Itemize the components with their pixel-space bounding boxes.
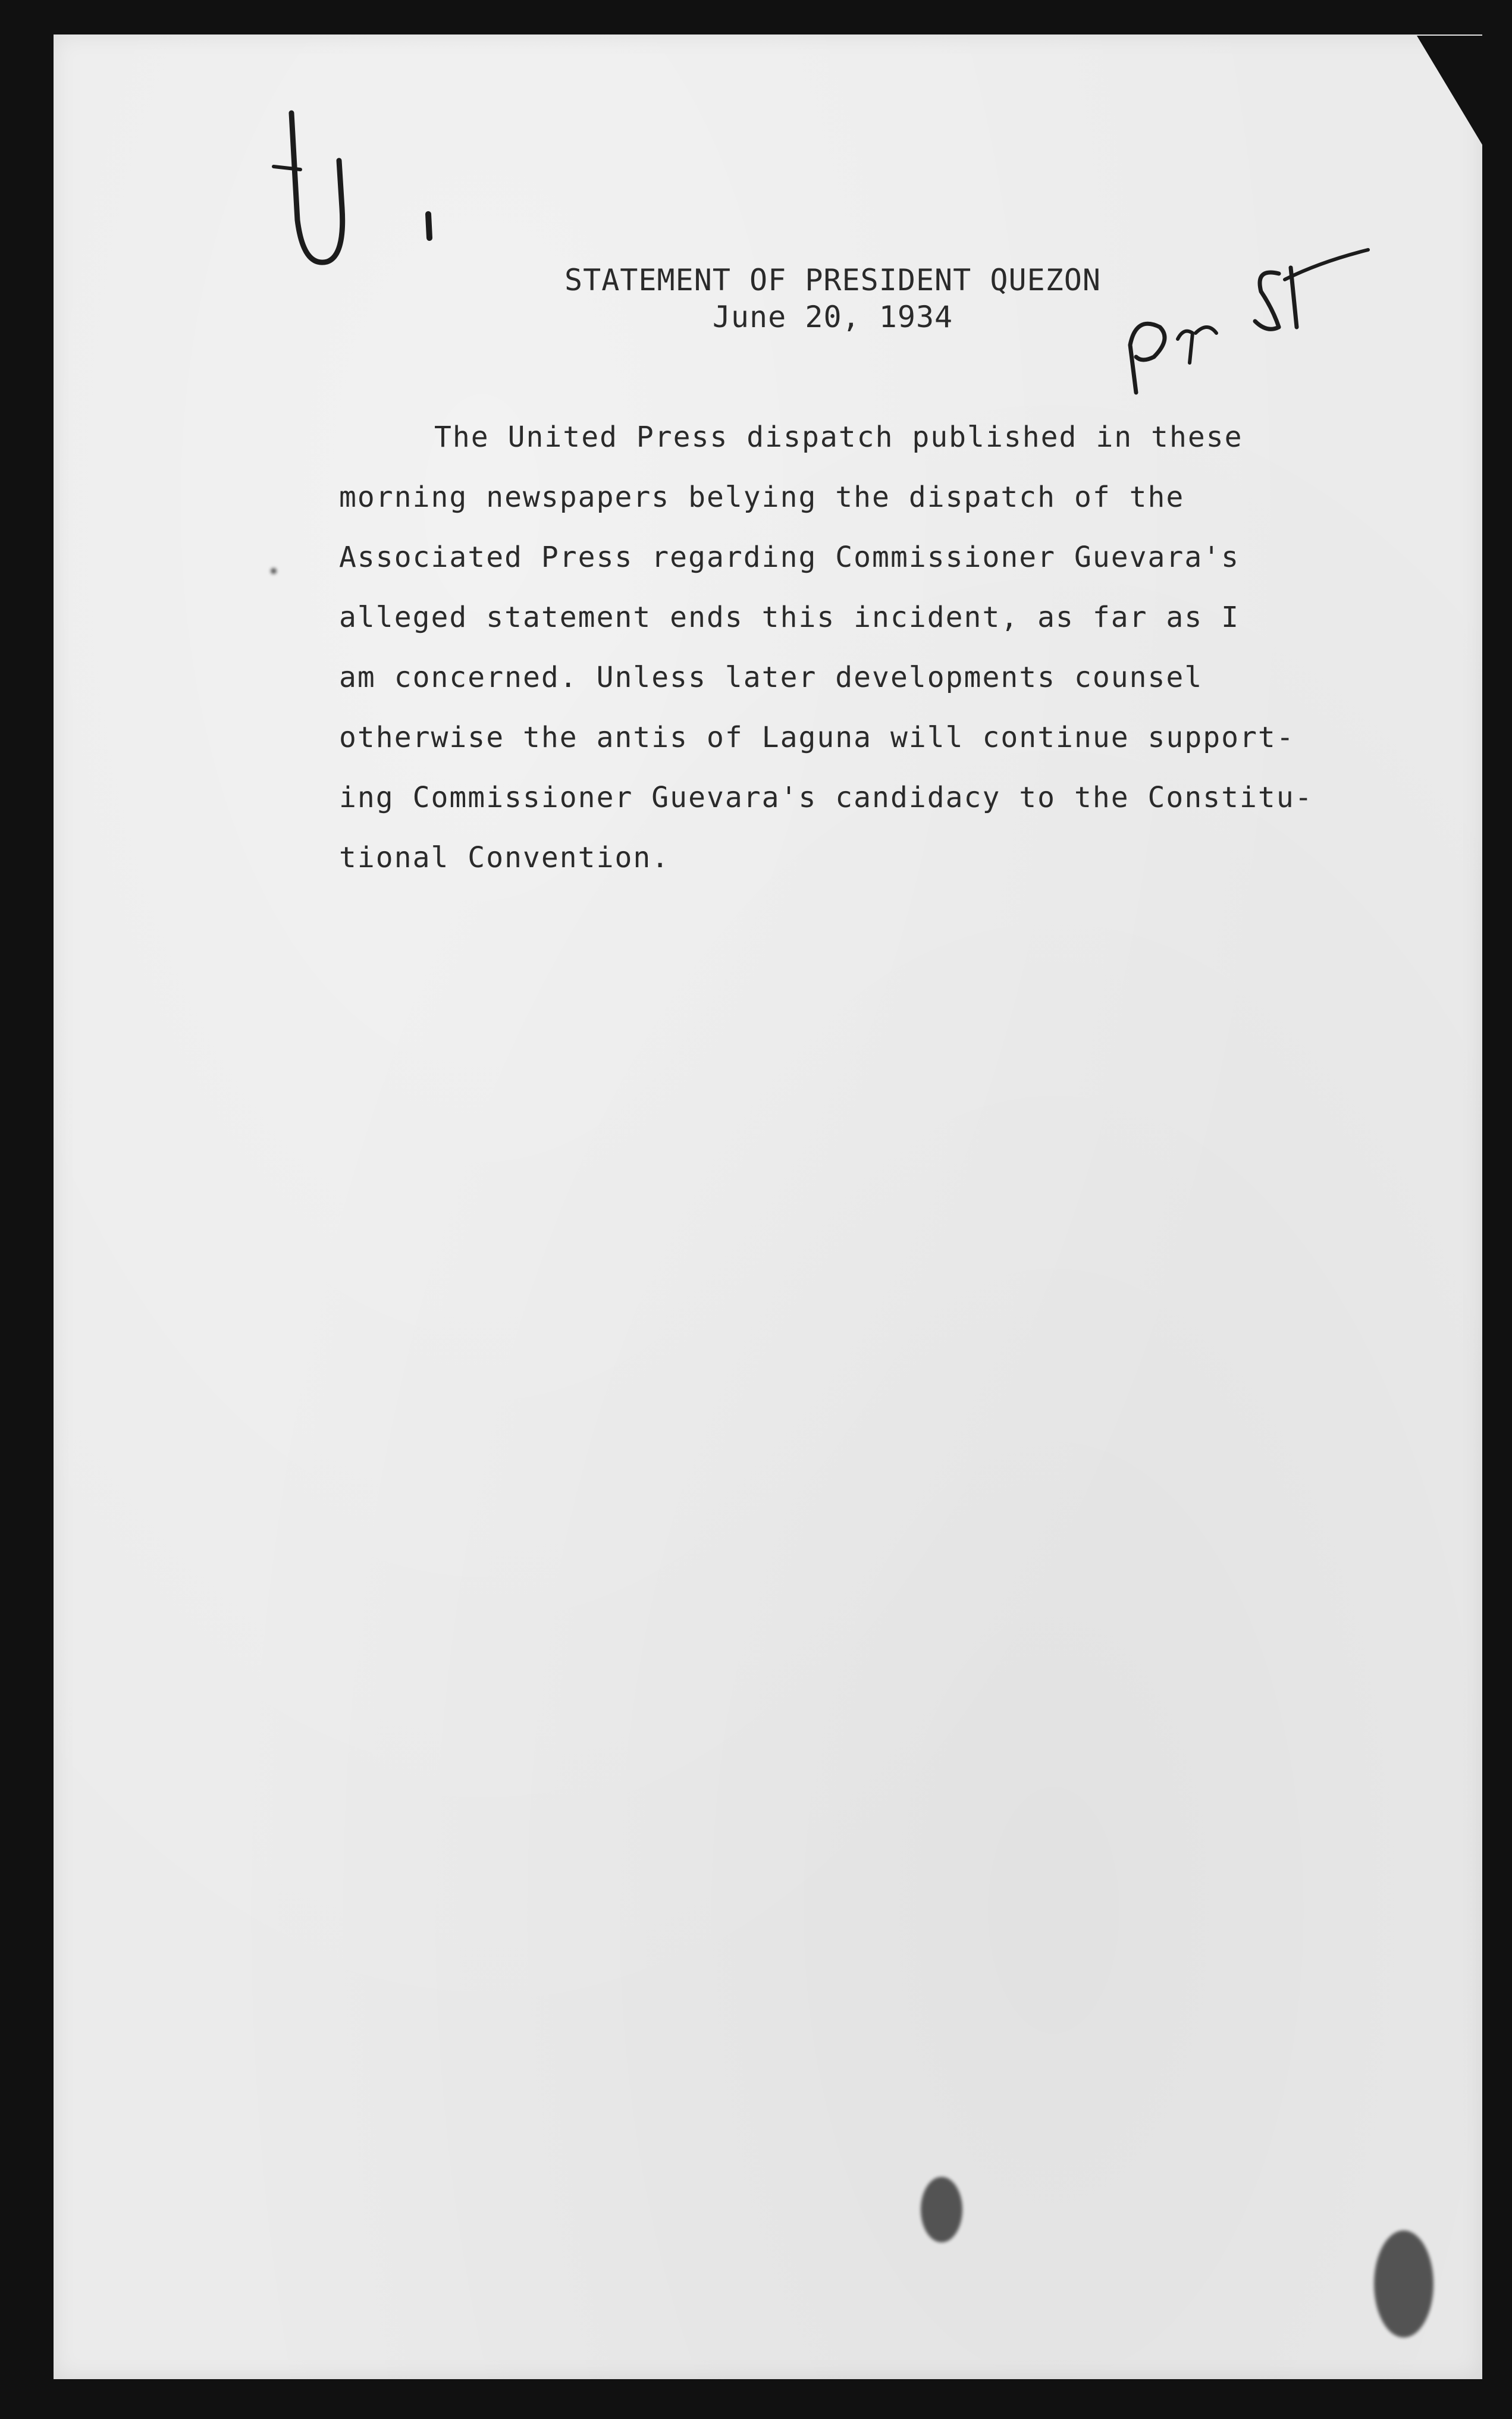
statement-body <box>339 407 1350 888</box>
body-line: am concerned. Unless later developments counsel <box>339 661 1203 694</box>
body-line: morning newspapers belying the dispatch of the <box>339 481 1185 514</box>
body-line: Associated Press regarding Commissioner Guevara's <box>339 541 1240 574</box>
body-line: ing Commissioner Guevara's candidacy to the Constitu- <box>339 781 1313 814</box>
ink-smudge <box>921 2177 962 2242</box>
body-line: otherwise the antis of Laguna will continue support- <box>339 721 1295 754</box>
body-line: tional Convention. <box>339 841 670 874</box>
document-title: STATEMENT OF PRESIDENT QUEZON <box>564 263 1101 297</box>
body-line: The United Press dispatch published in these <box>434 421 1243 454</box>
body-line: alleged statement ends this incident, as far as I <box>339 601 1240 634</box>
document-heading <box>535 262 1130 335</box>
ink-speck <box>271 568 277 574</box>
document-date: June 20, 1934 <box>712 300 953 334</box>
ink-smudge <box>1374 2230 1433 2338</box>
